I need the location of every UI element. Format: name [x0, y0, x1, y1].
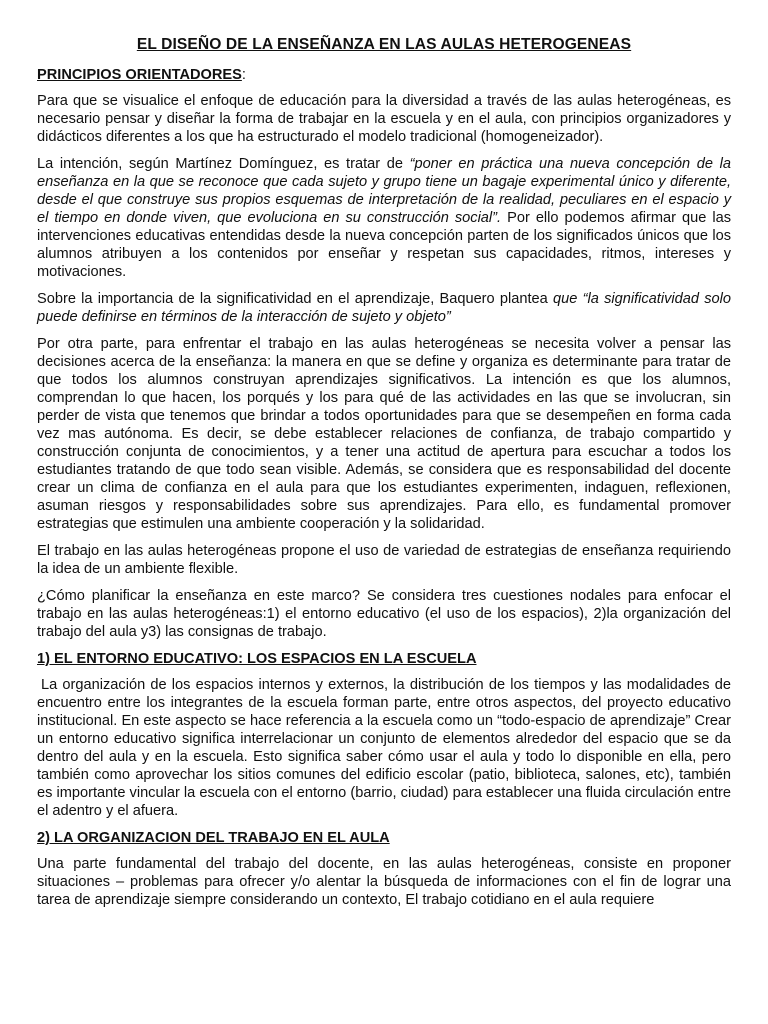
- paragraph-2-quote: “poner en práctica una nueva concepción de la enseñanza en la que se reconoce que cada sujeto y grupo tiene un bagaje experimental único y diferente, desde el que construye sus propios esquemas de interpretación de la realidad, peculiares en el espacio y el tiempo en donde viven, que evoluciona en su construcción social”.: [37, 156, 731, 226]
- principles-heading-colon: :: [241, 67, 246, 83]
- principles-heading: [37, 66, 731, 84]
- paragraph-5: El trabajo en las aulas heterogéneas propone el uso de variedad de estrategias de enseñanza requiriendo la idea de un ambiente flexible.: [37, 543, 731, 577]
- document-title: EL DISEÑO DE LA ENSEÑANZA EN LAS AULAS HETEROGENEAS: [136, 36, 632, 53]
- principles-heading-text: PRINCIPIOS ORIENTADORES: [37, 67, 242, 83]
- section-1-heading-text: 1) EL ENTORNO EDUCATIVO: LOS ESPACIOS EN LA ESCUELA: [37, 651, 477, 667]
- paragraph-1: Para que se visualice el enfoque de educación para la diversidad a través de las aulas heterogéneas, es necesario pensar y diseñar la forma de trabajar en la escuela y en el aula, con principios organizadores y didácticos diferentes a los que ha estructurado el modelo tradicional (homogeneizador).: [37, 93, 731, 145]
- paragraph-6: ¿Cómo planificar la enseñanza en este marco? Se considera tres cuestiones nodales para enfocar el trabajo en las aulas heterogéneas:1) el entorno educativo (el uso de los espacios), 2)la organización del trabajo del aula y3) las consignas de trabajo.: [37, 588, 731, 640]
- paragraph-8: Una parte fundamental del trabajo del docente, en las aulas heterogéneas, consiste en proponer situaciones – problemas para ofrecer y/o alentar la búsqueda de informaciones con el fin de lograr una tarea de aprendizaje siempre considerando un contexto, El trabajo cotidiano en el aula requiere: [37, 856, 731, 908]
- section-2-heading-text: 2) LA ORGANIZACION DEL TRABAJO EN EL AULA: [37, 830, 390, 846]
- paragraph-2-end: Por ello podemos afirmar que las intervenciones educativas entendidas desde la nueva concepción parten de los significados únicos que los alumnos atribuyen a los contenidos por enseñar y respetan sus capacidades, ritmos, intereses y motivaciones.: [37, 210, 732, 280]
- paragraph-3: [37, 290, 731, 326]
- section-2-heading: [37, 829, 731, 847]
- paragraph-2: [37, 155, 731, 281]
- document-page: [37, 36, 731, 918]
- paragraph-2-start: La intención, según Martínez Domínguez, es tratar de: [37, 156, 410, 172]
- paragraph-4: Por otra parte, para enfrentar el trabajo en las aulas heterogéneas se necesita volver a pensar las decisiones acerca de la enseñanza: la manera en que se define y organiza es determinante para tratar de que todos los alumnos construyan aprendizajes significativos. La intención es que los alumnos, comprendan lo que hacen, los porqués y los para qué de las actividades en las que se involucran, sin perder de vista que tenemos que brindar a todos oportunidades para que se desempeñen en forma cada vez mas autónoma. Es decir, se debe establecer relaciones de confianza, de trabajo compartido y construcción conjunta de conocimientos, y a tener una actitud de apertura para escuchar a todos los estudiantes tratando de que todo sean visible. Además, se considera que es responsabilidad del docente crear un clima de confianza en el aula para que los estudiantes experimenten, indaguen, reflexionen, asuman riesgos y responsabilidades sobre sus aprendizajes. Para ello, es fundamental promover estrategias que estimulen una ambiente cooperación y la solidaridad.: [37, 336, 731, 532]
- paragraph-3-start: Sobre la importancia de la significatividad en el aprendizaje, Baquero plantea: [37, 291, 554, 307]
- paragraph-7: La organización de los espacios internos y externos, la distribución de los tiempos y las modalidades de encuentro entre los integrantes de la escuela forman parte, entre otros aspectos, del proyecto educativo institucional. En este aspecto se hace referencia a la escuela como un “todo-espacio de aprendizaje” Crear un entorno educativo significa interrelacionar un conjunto de elementos alrededor del espacio que se da dentro del aula y en la escuela. Esto significa saber cómo usar el aula y todo lo disponible en ella, pero también como aprovechar los sitios comunes del edificio escolar (patio, biblioteca, salones, etc), también es importante vincular la escuela con el entorno (barrio, ciudad) para establecer una fluida circulación entre el adentro y el afuera.: [37, 677, 731, 819]
- paragraph-3-quote: que “la significatividad solo puede definirse en términos de la interacción de sujeto y objeto”: [37, 291, 731, 325]
- section-1-heading: [37, 650, 731, 668]
